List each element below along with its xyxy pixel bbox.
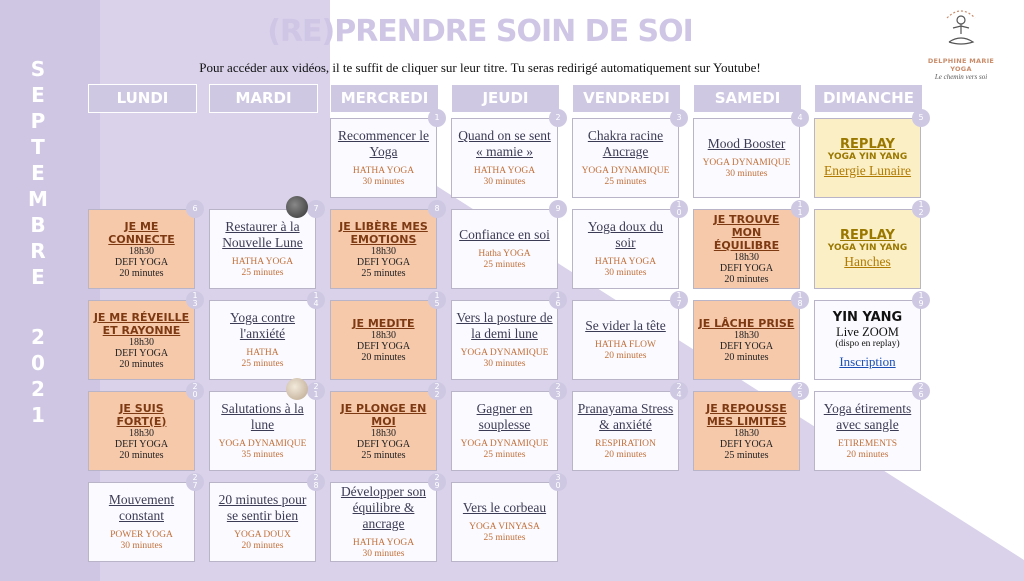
day-number-badge	[670, 109, 688, 127]
challenge-duration: 20 minutes	[119, 267, 164, 279]
day-number-digit: 1	[313, 291, 319, 300]
session-title-link[interactable]: Recommencer le Yoga	[337, 128, 430, 159]
challenge-label: DEFI YOGA	[356, 438, 411, 450]
session-duration: 30 minutes	[604, 268, 647, 278]
day-number-digit: 1	[434, 291, 440, 300]
day-number-digit: 1	[676, 200, 682, 209]
calendar-day-10[interactable]	[572, 208, 682, 289]
day-number-badge	[912, 291, 930, 309]
calendar-day-29[interactable]	[330, 481, 440, 562]
month-vertical-label	[22, 56, 54, 428]
day-number-digit: 2	[313, 382, 319, 391]
day-header-mardi: MARDI	[209, 84, 318, 113]
session-style: ETIREMENTS	[837, 439, 898, 449]
replay-label-link[interactable]: REPLAY	[840, 228, 895, 243]
challenge-time: 18h30	[371, 427, 396, 439]
day-header-mercredi: MERCREDI	[330, 84, 439, 113]
session-duration: 25 minutes	[483, 260, 526, 270]
day-number-badge	[912, 109, 930, 127]
calendar-day-20[interactable]	[88, 390, 198, 471]
calendar-day-5[interactable]	[814, 118, 921, 198]
calendar-day-1[interactable]	[330, 118, 437, 198]
day-number-badge	[307, 382, 325, 400]
challenge-duration: 20 minutes	[361, 352, 406, 363]
challenge-title-link[interactable]: JE SUIS FORT(E)	[116, 401, 167, 428]
month-letter: S	[30, 57, 46, 81]
day-number-digit: 2	[192, 382, 198, 391]
month-letter: T	[31, 135, 45, 159]
session-duration: 20 minutes	[604, 450, 647, 460]
session-style: YOGA DYNAMIQUE	[218, 439, 307, 449]
day-number-digit: 4	[676, 390, 682, 399]
day-header-jeudi: JEUDI	[451, 84, 560, 113]
session-duration: 20 minutes	[604, 351, 647, 361]
session-style: YOGA DYNAMIQUE	[460, 439, 549, 449]
calendar-day-13[interactable]	[88, 299, 198, 380]
session-style: Hatha YOGA	[478, 249, 531, 259]
full-moon-icon	[286, 378, 308, 400]
calendar-day-28[interactable]	[209, 481, 319, 562]
challenge-label: DEFI YOGA	[719, 263, 774, 274]
logo-name: DELPHINE MARIE YOGA	[927, 57, 995, 73]
new-moon-icon	[286, 196, 308, 218]
calendar-day-6[interactable]	[88, 209, 195, 289]
session-title-link[interactable]: Yoga étirements avec sangle	[823, 401, 912, 432]
day-number-digit: 0	[192, 390, 198, 399]
session-title-link[interactable]: Vers le corbeau	[462, 500, 547, 515]
day-number-badge	[670, 291, 688, 309]
day-number-badge	[428, 473, 446, 491]
meditation-icon	[941, 4, 981, 50]
day-number-badge	[549, 200, 567, 218]
day-number-digit: 9	[555, 204, 561, 213]
session-title-link[interactable]: Mood Booster	[707, 136, 786, 151]
calendar-day-27[interactable]	[88, 481, 198, 562]
day-number-badge	[428, 200, 446, 218]
challenge-duration: 25 minutes	[361, 267, 406, 279]
day-number-digit: 2	[434, 473, 440, 482]
session-style: HATHA YOGA	[231, 257, 294, 267]
replay-label-link[interactable]: REPLAY	[840, 137, 895, 152]
day-number-badge	[549, 473, 567, 491]
challenge-title-link[interactable]: JE TROUVE MON ÉQUILIBRE	[713, 213, 780, 252]
month-letter: E	[31, 161, 45, 185]
session-duration: 30 minutes	[483, 177, 526, 187]
day-number-badge	[428, 291, 446, 309]
day-number-digit: 0	[555, 481, 561, 490]
challenge-title-link[interactable]: JE ME CONNECTE	[108, 219, 175, 246]
challenge-label: DEFI YOGA	[719, 341, 774, 352]
day-number-digit: 1	[434, 113, 440, 122]
challenge-title-link[interactable]: JE MEDITE	[352, 317, 415, 330]
challenge-label: DEFI YOGA	[356, 256, 411, 268]
session-duration: 30 minutes	[483, 359, 526, 369]
month-letter: M	[28, 187, 48, 211]
session-duration: 25 minutes	[241, 359, 284, 369]
day-number-badge	[670, 382, 688, 400]
session-style: HATHA YOGA	[473, 166, 536, 176]
day-number-digit: 2	[313, 473, 319, 482]
day-number-digit: 5	[434, 299, 440, 308]
calendar-day-24[interactable]	[572, 390, 682, 471]
day-number-digit: 7	[313, 204, 319, 213]
challenge-duration: 25 minutes	[361, 449, 406, 461]
session-title-link[interactable]: Vers la posture de la demi lune	[456, 310, 553, 341]
challenge-duration: 20 minutes	[119, 449, 164, 461]
live-label: Live ZOOM	[836, 325, 899, 339]
calendar-day-8[interactable]	[330, 209, 437, 289]
day-number-digit: 1	[797, 200, 803, 209]
session-duration: 35 minutes	[241, 450, 284, 460]
day-number-digit: 2	[676, 382, 682, 391]
day-number-badge	[791, 200, 809, 218]
live-title: YIN YANG	[832, 310, 903, 325]
day-number-badge	[186, 473, 204, 491]
challenge-time: 18h30	[734, 427, 759, 439]
calendar-day-11[interactable]	[693, 208, 803, 289]
session-duration: 30 minutes	[120, 541, 163, 551]
day-number-digit: 8	[313, 481, 319, 490]
day-number-digit: 2	[434, 382, 440, 391]
day-number-digit: 1	[676, 291, 682, 300]
month-letter: E	[31, 83, 45, 107]
challenge-time: 18h30	[129, 245, 154, 257]
day-header-dimanche: DIMANCHE	[814, 84, 923, 113]
session-style: YOGA DYNAMIQUE	[702, 158, 791, 168]
day-number-digit: 3	[555, 390, 561, 399]
calendar-day-16[interactable]	[451, 299, 561, 380]
day-number-digit: 1	[797, 208, 803, 217]
day-number-digit: 0	[676, 208, 682, 217]
day-number-digit: 7	[676, 299, 682, 308]
month-letter: 1	[31, 403, 45, 427]
page-title: (RE)PRENDRE SOIN DE SOI	[267, 14, 693, 49]
calendar-day-15[interactable]	[330, 299, 440, 380]
challenge-label: DEFI YOGA	[114, 347, 169, 359]
challenge-duration: 20 minutes	[724, 274, 769, 285]
month-letter: B	[30, 213, 46, 237]
calendar-day-23[interactable]	[451, 390, 561, 471]
day-number-badge	[791, 382, 809, 400]
session-title-link[interactable]: Pranayama Stress & anxiété	[577, 401, 674, 432]
month-letter: P	[30, 109, 46, 133]
session-duration: 20 minutes	[846, 450, 889, 460]
day-number-digit: 6	[918, 390, 924, 399]
day-number-digit: 2	[192, 473, 198, 482]
day-number-badge	[912, 200, 930, 218]
session-title-link[interactable]: Restaurer à la Nouvelle Lune	[222, 219, 303, 250]
month-letter: E	[31, 265, 45, 289]
challenge-duration: 20 minutes	[119, 358, 164, 370]
day-number-badge	[912, 382, 930, 400]
brand-logo[interactable]	[922, 4, 1000, 84]
month-letter: 2	[31, 377, 45, 401]
month-letter: 2	[31, 325, 45, 349]
calendar-day-17[interactable]	[572, 299, 682, 380]
session-style: RESPIRATION	[595, 439, 656, 449]
calendar-day-18[interactable]	[693, 299, 803, 380]
day-number-digit: 1	[313, 390, 319, 399]
day-number-digit: 6	[555, 299, 561, 308]
day-number-badge	[307, 200, 325, 218]
day-header-vendredi: VENDREDI	[572, 84, 681, 113]
day-number-badge	[549, 382, 567, 400]
session-title-link[interactable]: Quand on se sent « mamie »	[458, 128, 551, 159]
replay-name-link[interactable]: Hanches	[844, 254, 891, 269]
day-number-badge	[186, 291, 204, 309]
challenge-title-link[interactable]: JE LÂCHE PRISE	[698, 317, 795, 330]
day-number-digit: 6	[192, 204, 198, 213]
challenge-time: 18h30	[129, 427, 154, 439]
session-title-link[interactable]: Confiance en soi	[459, 227, 550, 242]
calendar-day-19[interactable]	[814, 299, 924, 380]
day-number-digit: 1	[918, 291, 924, 300]
day-number-digit: 4	[313, 299, 319, 308]
challenge-label: DEFI YOGA	[114, 438, 169, 450]
day-number-digit: 7	[192, 481, 198, 490]
day-number-digit: 3	[555, 473, 561, 482]
month-letter: R	[30, 239, 46, 263]
calendar-day-7[interactable]	[209, 209, 316, 289]
challenge-label: DEFI YOGA	[356, 341, 411, 352]
challenge-duration: 25 minutes	[724, 449, 769, 461]
day-number-digit: 1	[192, 291, 198, 300]
session-duration: 25 minutes	[604, 177, 647, 187]
day-header-samedi: SAMEDI	[693, 84, 802, 113]
session-title-link[interactable]: Gagner en souplesse	[476, 401, 533, 432]
day-number-digit: 9	[918, 299, 924, 308]
day-number-badge	[428, 109, 446, 127]
challenge-title-link[interactable]: JE REPOUSSE MES LIMITES	[706, 401, 787, 428]
day-number-badge	[307, 291, 325, 309]
challenge-time: 18h30	[371, 245, 396, 257]
day-number-digit: 2	[918, 382, 924, 391]
session-duration: 25 minutes	[483, 450, 526, 460]
registration-link[interactable]: Inscription	[839, 354, 896, 369]
challenge-title-link[interactable]: JE PLONGE EN MOI	[340, 401, 427, 428]
instructions-text: Pour accéder aux vidéos, il te suffit de cliquer sur leur titre. Tu seras redirigé automatiquement sur Youtube!	[199, 60, 761, 75]
replay-style: YOGA YIN YANG	[827, 152, 908, 162]
session-style: HATHA YOGA	[352, 538, 415, 548]
challenge-time: 18h30	[129, 336, 154, 348]
live-note: (dispo en replay)	[835, 339, 900, 349]
session-title-link[interactable]: Yoga contre l'anxiété	[230, 310, 295, 341]
challenge-title-link[interactable]: JE ME RÉVEILLE ET RAYONNE	[93, 310, 190, 337]
day-number-digit: 5	[918, 113, 924, 122]
session-style: YOGA DYNAMIQUE	[581, 166, 670, 176]
day-header-lundi: LUNDI	[88, 84, 197, 113]
day-number-badge	[549, 291, 567, 309]
calendar-day-12[interactable]	[814, 208, 924, 289]
calendar-day-9[interactable]	[451, 209, 558, 289]
challenge-duration: 20 minutes	[724, 352, 769, 363]
session-style: HATHA FLOW	[595, 340, 656, 350]
session-title-link[interactable]: Se vider la tête	[585, 318, 666, 333]
session-duration: 30 minutes	[362, 177, 405, 187]
session-style: HATHA YOGA	[594, 257, 657, 267]
day-number-badge	[791, 109, 809, 127]
day-number-digit: 3	[192, 299, 198, 308]
calendar-day-26[interactable]	[814, 390, 924, 471]
day-number-digit: 2	[918, 208, 924, 217]
day-number-badge	[186, 382, 204, 400]
session-style: HATHA YOGA	[352, 166, 415, 176]
day-number-digit: 3	[676, 113, 682, 122]
day-number-digit: 8	[797, 299, 803, 308]
day-number-digit: 1	[797, 291, 803, 300]
challenge-title-link[interactable]: JE LIBÈRE MES EMOTIONS	[339, 219, 428, 246]
session-style: HATHA	[246, 348, 279, 358]
day-number-digit: 2	[555, 113, 561, 122]
session-title-link[interactable]: Mouvement constant	[108, 492, 175, 523]
session-duration: 25 minutes	[483, 533, 526, 543]
day-number-badge	[791, 291, 809, 309]
calendar-day-25[interactable]	[693, 390, 803, 471]
session-duration: 25 minutes	[241, 268, 284, 278]
session-style: YOGA DOUX	[234, 530, 291, 540]
session-duration: 20 minutes	[241, 541, 284, 551]
session-title-link[interactable]: Chakra racine Ancrage	[587, 128, 664, 159]
session-title-link[interactable]: Développer son équilibre & ancrage	[340, 484, 427, 531]
session-style: YOGA DYNAMIQUE	[460, 348, 549, 358]
calendar-day-30[interactable]	[451, 481, 561, 562]
month-letter: 0	[31, 351, 45, 375]
day-number-digit: 2	[555, 382, 561, 391]
calendar-day-4[interactable]	[693, 118, 800, 198]
challenge-time: 18h30	[734, 330, 759, 341]
day-number-digit: 8	[434, 204, 440, 213]
session-duration: 30 minutes	[725, 169, 768, 179]
day-number-digit: 2	[797, 382, 803, 391]
challenge-label: DEFI YOGA	[114, 256, 169, 268]
replay-style: YOGA YIN YANG	[827, 243, 908, 253]
day-number-badge	[670, 200, 688, 218]
day-number-digit: 1	[918, 200, 924, 209]
day-number-badge	[307, 473, 325, 491]
day-number-digit: 2	[434, 390, 440, 399]
session-title-link[interactable]: 20 minutes pour se sentir bien	[218, 492, 307, 523]
day-number-digit: 5	[797, 390, 803, 399]
calendar-day-22[interactable]	[330, 390, 440, 471]
calendar-day-3[interactable]	[572, 118, 679, 198]
challenge-label: DEFI YOGA	[719, 438, 774, 450]
day-number-badge	[428, 382, 446, 400]
day-number-badge	[549, 109, 567, 127]
session-duration: 30 minutes	[362, 549, 405, 559]
challenge-time: 18h30	[371, 330, 396, 341]
calendar-day-2[interactable]	[451, 118, 558, 198]
replay-name-link[interactable]: Energie Lunaire	[823, 163, 912, 178]
logo-tagline: Le chemin vers soi	[934, 73, 988, 81]
challenge-time: 18h30	[734, 252, 759, 263]
calendar-day-21[interactable]	[209, 390, 319, 471]
session-title-link[interactable]: Yoga doux du soir	[587, 219, 664, 250]
session-style: POWER YOGA	[110, 530, 173, 540]
session-style: YOGA VINYASA	[469, 522, 540, 532]
day-number-digit: 9	[434, 481, 440, 490]
day-number-badge	[186, 200, 204, 218]
session-title-link[interactable]: Salutations à la lune	[221, 401, 304, 432]
calendar-day-14[interactable]	[209, 299, 319, 380]
day-number-digit: 1	[555, 291, 561, 300]
day-number-digit: 4	[797, 113, 803, 122]
